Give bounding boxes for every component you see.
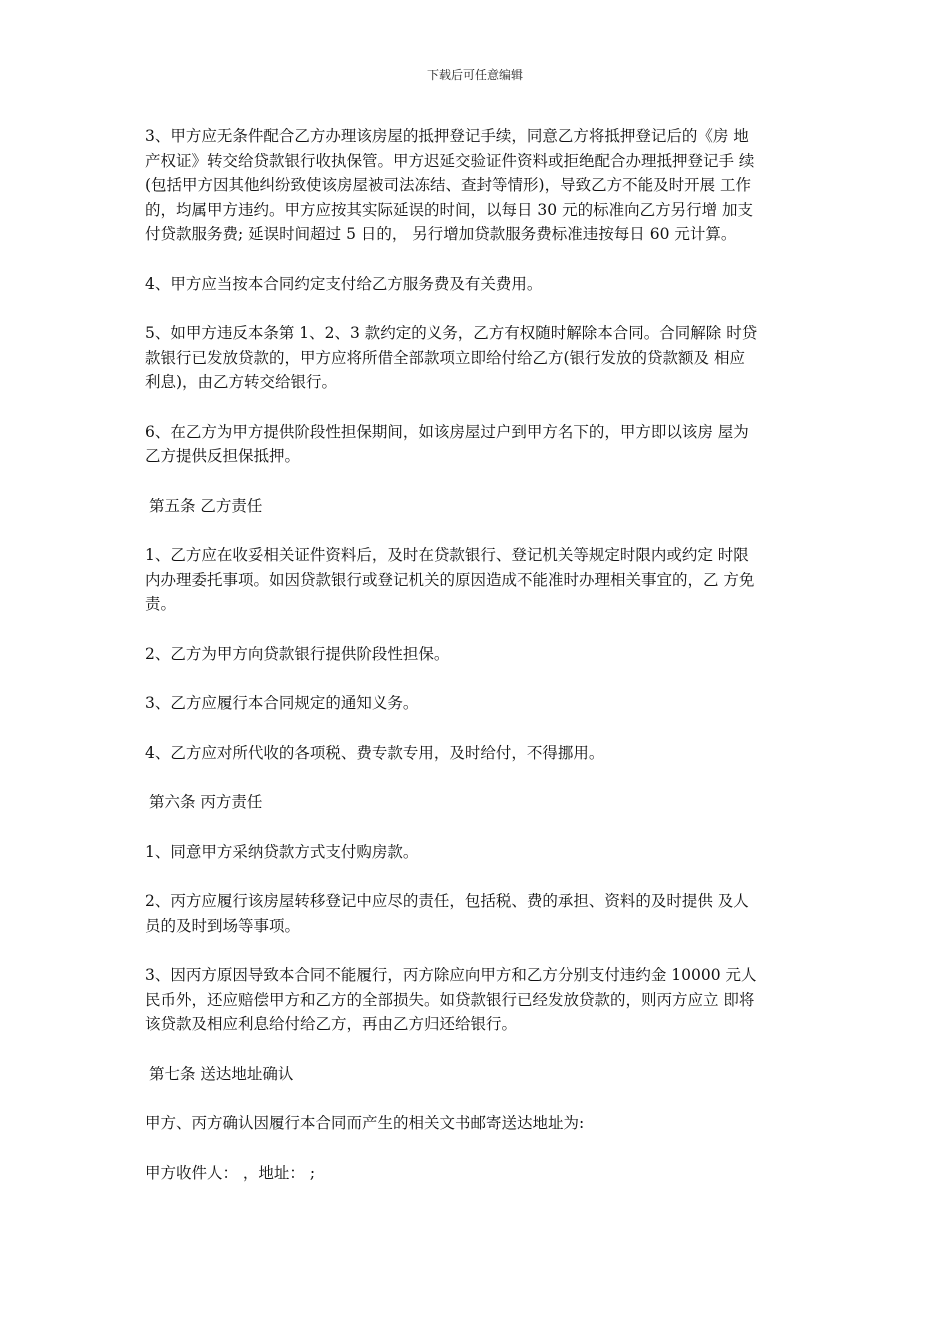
paragraph-line: 产权证》转交给贷款银行收执保管。甲方迟延交验证件资料或拒绝配合办理抵押登记手 续 bbox=[145, 151, 755, 170]
paragraph-line: 5、如甲方违反本条第 1、2、3 款约定的义务，乙方有权随时解除本合同。合同解除 时贷 bbox=[145, 324, 758, 342]
paragraph bbox=[145, 963, 807, 1037]
paragraph-line: 6、在乙方为甲方提供阶段性担保期间，如该房屋过户到甲方名下的，甲方即以该房 屋为 bbox=[145, 422, 749, 441]
paragraph-line: 利息)，由乙方转交给银行。 bbox=[145, 373, 338, 391]
paragraph bbox=[145, 272, 807, 297]
paragraph-line: 1、同意甲方采纳贷款方式支付购房款。 bbox=[145, 842, 419, 861]
paragraph-line: 3、甲方应无条件配合乙方办理该房屋的抵押登记手续，同意乙方将抵押登记后的《房 地 bbox=[145, 127, 749, 145]
paragraph bbox=[145, 1111, 807, 1136]
paragraph-line: 甲方收件人： ，地址： ; bbox=[145, 1163, 316, 1182]
paragraph bbox=[145, 1161, 807, 1186]
paragraph bbox=[145, 741, 807, 766]
paragraph-line: 民币外，还应赔偿甲方和乙方的全部损失。如贷款银行已经发放贷款的，则丙方应立 即将 bbox=[145, 990, 755, 1009]
paragraph-line: 责。 bbox=[145, 595, 177, 613]
paragraph-line: 2、乙方为甲方向贷款银行提供阶段性担保。 bbox=[145, 644, 450, 663]
paragraph-line: 1、乙方应在收妥相关证件资料后，及时在贷款银行、登记机关等规定时限内或约定 时限 bbox=[145, 546, 749, 564]
paragraph-line: 的，均属甲方违约。甲方应按其实际延误的时间，以每日 30 元的标准向乙方另行增 加支 bbox=[145, 200, 754, 219]
paragraph-line: 3、因丙方原因导致本合同不能履行，丙方除应向甲方和乙方分别支付违约金 10000 元人 bbox=[145, 966, 757, 984]
paragraph-line: (包括甲方因其他纠纷致使该房屋被司法冻结、查封等情形)，导致乙方不能及时开展 工作 bbox=[145, 176, 752, 194]
paragraph-line: 乙方提供反担保抵押。 bbox=[145, 447, 301, 465]
paragraph bbox=[145, 321, 807, 395]
paragraph bbox=[145, 691, 807, 716]
paragraph bbox=[145, 642, 807, 667]
page-header: 下载后可任意编辑 bbox=[426, 68, 523, 82]
section-heading: 第六条 丙方责任 bbox=[149, 793, 263, 811]
paragraph bbox=[145, 543, 807, 617]
paragraph-line: 付贷款服务费; 延误时间超过 5 日的， 另行增加贷款服务费标准违按每日 60 元计算。 bbox=[145, 225, 737, 243]
paragraph-line: 甲方、丙方确认因履行本合同而产生的相关文书邮寄送达地址为: bbox=[145, 1114, 585, 1132]
paragraph bbox=[145, 840, 807, 865]
section-heading: 第五条 乙方责任 bbox=[149, 496, 263, 515]
paragraph bbox=[145, 420, 807, 469]
paragraph-line: 3、乙方应履行本合同规定的通知义务。 bbox=[145, 694, 419, 712]
paragraph-line: 款银行已发放贷款的，甲方应将所借全部款项立即给付给乙方(银行发放的贷款额及 相应 bbox=[145, 348, 745, 367]
paragraph-line: 4、乙方应对所代收的各项税、费专款专用，及时给付，不得挪用。 bbox=[145, 743, 605, 762]
paragraph-line: 该贷款及相应利息给付给乙方，再由乙方归还给银行。 bbox=[145, 1015, 518, 1033]
paragraph-line: 2、丙方应履行该房屋转移登记中应尽的责任，包括税、费的承担、资料的及时提供 及人 bbox=[145, 892, 749, 910]
paragraph bbox=[145, 889, 807, 938]
document-body bbox=[145, 124, 807, 1210]
paragraph-line: 员的及时到场等事项。 bbox=[145, 916, 301, 935]
paragraph-line: 4、甲方应当按本合同约定支付给乙方服务费及有关费用。 bbox=[145, 274, 543, 293]
paragraph bbox=[145, 124, 807, 247]
section-heading: 第七条 送达地址确认 bbox=[149, 1064, 294, 1083]
paragraph-line: 内办理委托事项。如因贷款银行或登记机关的原因造成不能准时办理相关事宜的，乙 方免 bbox=[145, 570, 755, 589]
